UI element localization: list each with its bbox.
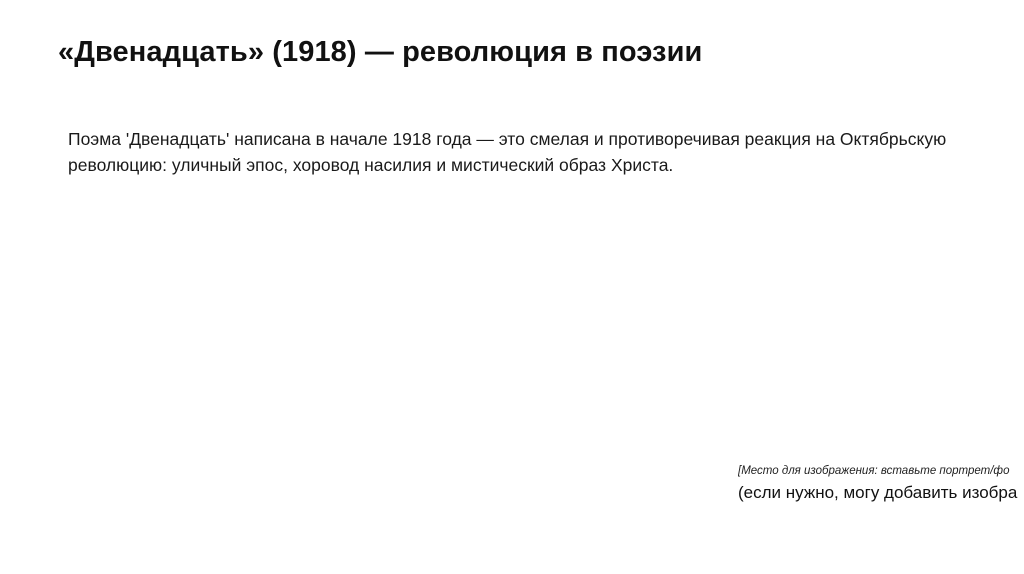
slide-title: «Двенадцать» (1918) — революция в поэзии (58, 36, 703, 68)
image-placeholder-offer: (если нужно, могу добавить изобра (738, 483, 1018, 502)
slide-body-text: Поэма 'Двенадцать' написана в начале 1918 года — это смелая и противоречивая реакция на Октябрьскую революцию: уличный эпос, хоровод насилия и мистический образ Христа. (68, 129, 947, 175)
image-placeholder-note: [Место для изображения: вставьте портрет/фо (738, 465, 1010, 477)
image-placeholder (738, 463, 1024, 513)
